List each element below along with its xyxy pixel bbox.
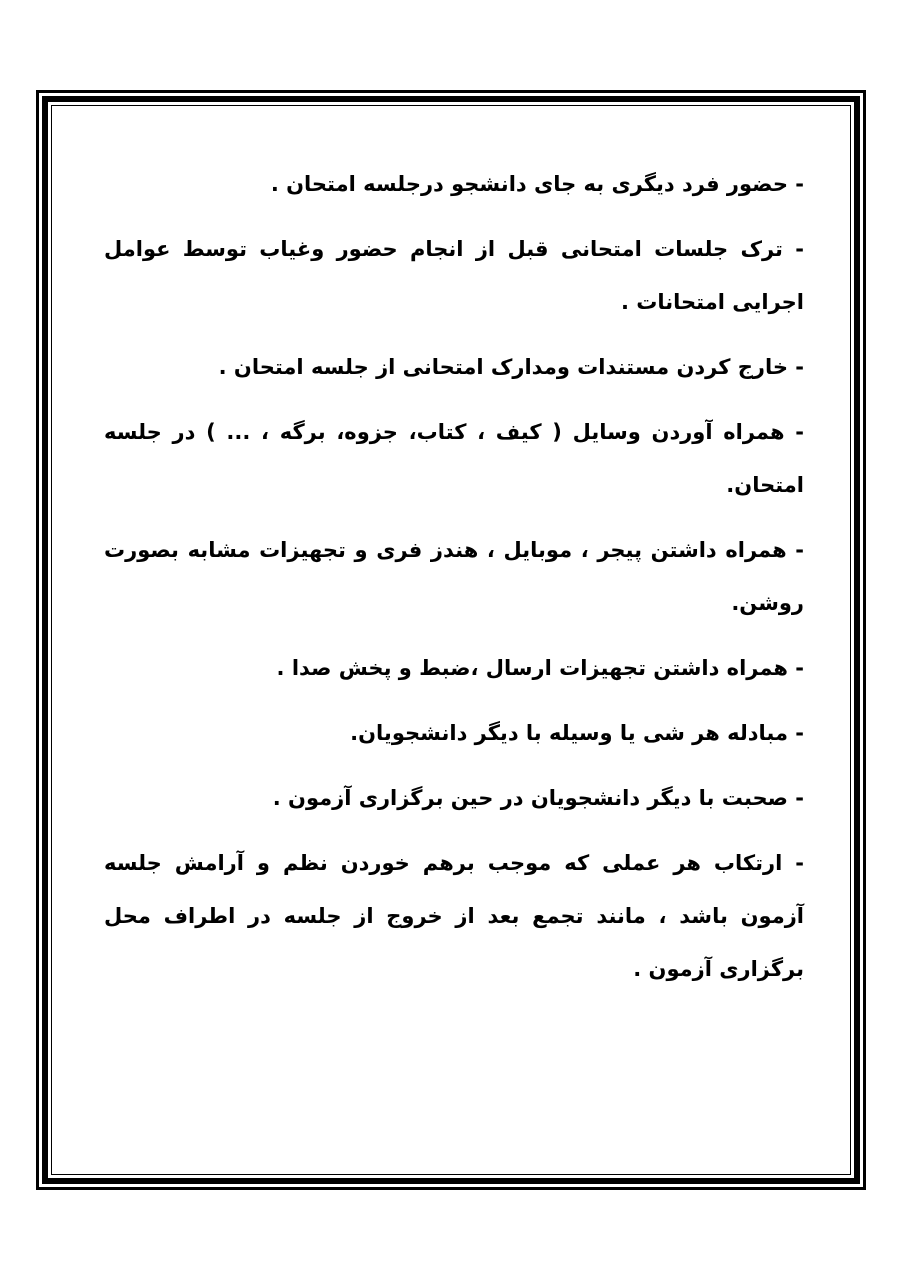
rule-item-3: - خارج کردن مستندات ومدارک امتحانی از جلسه امتحان . <box>218 355 804 379</box>
rule-item-9: - ارتکاب هر عملی که موجب برهم خوردن نظم و آرامش جلسه آزمون باشد ، مانند تجمع بعد از خروج از جلسه در اطراف محل برگزاری آزمون . <box>104 851 804 981</box>
rule-item-7: - مبادله هر شی یا وسیله با دیگر دانشجویان. <box>350 721 804 745</box>
rule-item-1: - حضور فرد دیگری به جای دانشجو درجلسه امتحان . <box>270 172 804 196</box>
rule-item-8: - صحبت با دیگر دانشجویان در حین برگزاری آزمون . <box>272 786 804 810</box>
rule-item-6: - همراه داشتن تجهیزات ارسال ،ضبط و پخش صدا . <box>276 656 804 680</box>
rule-item-5: - همراه داشتن پیجر ، موبایل ، هندز فری و تجهیزات مشابه بصورت روشن. <box>104 538 804 615</box>
rule-item-4: - همراه آوردن وسایل ( کیف ، کتاب، جزوه، برگه ، ... ) در جلسه امتحان. <box>104 420 804 497</box>
rules-list <box>104 158 804 1008</box>
rule-item-2: - ترک جلسات امتحانی قبل از انجام حضور وغیاب توسط عوامل اجرایی امتحانات . <box>104 237 804 314</box>
